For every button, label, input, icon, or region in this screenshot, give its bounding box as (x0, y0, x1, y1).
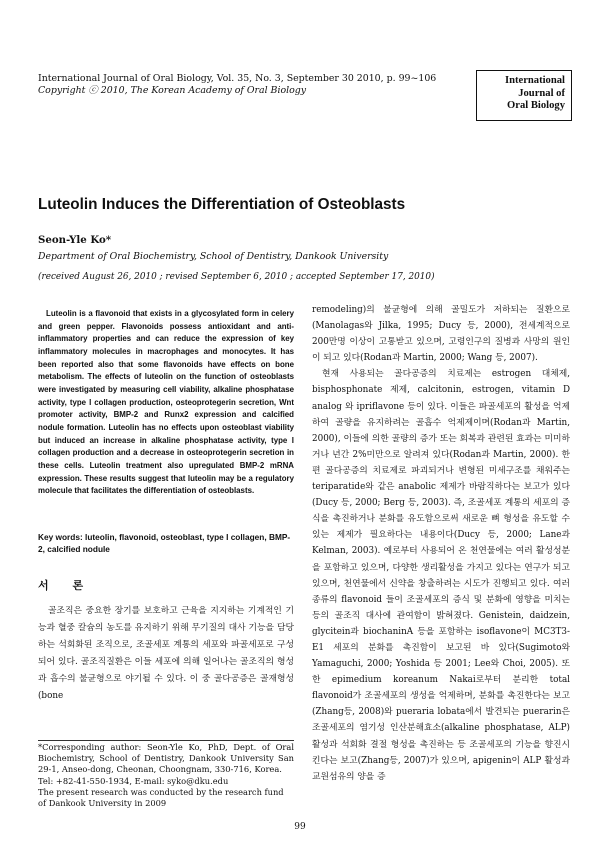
author-affiliation: Department of Oral Biochemistry, School of Dentistry, Dankook University (38, 251, 389, 262)
funding-note: The present research was conducted by the research fund of Dankook University in 2009 (38, 786, 284, 809)
contact-line: Tel: +82-41-550-1934, E-mail: syko@dku.edu (38, 775, 229, 786)
body-paragraph: 현재 사용되는 골다공증의 치료제는 estrogen 대체제, bisphosphonate 제제, calcitonin, estrogen, vitamin D analog 와 ipriflavone 등이 있다. 이들은 파골세포의 활성을 억제하여 골량을 유지하려는 골흡수 억제제이며(Rodan과 Martin, 2000), 이들에 의한 골량의 증가 또는 회복과 관련된 효과는 미미하거나 년간 2%미만으로 알려져 있다(Rodan과 Martin, 2000). 한편 골다공증의 치료제로 파괴되거나 변형된 미세구조를 채워주는 teriparatide와 같은 anabolic 제제가 바람직하다는 보고가 있다(Ducy 등, 2000; Berg 등, 2003). 즉, 조골세포 계통의 세포의 증식을 촉진하거나 분화를 유도함으로써 새로운 뼈 형성을 유도할 수 있는 제제가 필요하다는 내용이다(Ducy 등, 2000; Lane과 Kelman, 2003). 예로부터 사용되어 온 천연물에는 여러 활성성분을 포함하고 있으며, 다양한 생리활성을 가지고 있다는 연구가 되고 있으며, 천연물에서 신약을 창출하려는 시도가 진행되고 있다. 여러 종류의 flavonoid 들이 조골세포의 증식 및 분화에 영향을 미치는 등의 골조직 대사에 관여함이 밝혀졌다. Genistein, daidzein, glycitein과 biochaninA 등을 포함하는 isoflavone이 MC3T3-E1 세포의 분화를 촉진함이 보고된 바 있다(Sugimoto와 Yamaguchi, 2000; Yoshida 등 2001; Lee와 Choi, 2005). 또한 epimedium koreanum Nakai로부터 분리한 total flavonoid가 조골세포의 생성을 억제하며, 분화를 촉진한다는 보고(Zhang등, 2008)와 pueraria lobata에서 발견되는 puerarin은 조골세포의 염기성 인산분해효소(alkaline phosphatase, ALP) 활성과 석회화 결절 형성을 촉진하는 등 조골세포의 기능을 향진시킨다는 보고(Zhang등, 2007)가 있으며, apigenin이 ALP 활성과 교원섬유의 양을 증 (312, 369, 570, 782)
author-name: Seon-Yle Ko* (38, 234, 112, 246)
journal-line: International Journal of Oral Biology, Vol. 35, No. 3, September 30 2010, p. 99~106 (38, 73, 437, 84)
corresponding-author-note: *Corresponding author: Seon-Yle Ko, PhD, Dept. of Oral Biochemistry, School of Dentistry, Dankook University San 29-1, Anseo-dong, Cheonan, Choongnam, 330-716, Korea. (38, 742, 294, 775)
footnote-divider (38, 740, 294, 741)
right-column-body (312, 302, 570, 785)
journal-citation (38, 73, 436, 97)
page-number: 99 (294, 822, 306, 832)
introduction-paragraph: 골조직은 중요한 장기를 보호하고 근육을 지지하는 기계적인 기능과 혈중 칼슘의 농도를 유지하기 위해 무기질의 대사 기능을 담당하는 석회화된 조직으로, 조골세포 계통의 세포와 파골세포로 구성되어 있다. 골조직질환은 이들 세포에 의해 일어나는 골조직의 형성과 흡수의 불균형으로 야기될 수 있다. 이 중 골다공증은 골재형성(bone (38, 606, 294, 701)
body-paragraph: remodeling)의 불균형에 의해 골밀도가 저하되는 질환으로(Manolagas와 Jilka, 1995; Ducy 등, 2000), 전세계적으로 200만명 이상이 고통받고 있으며, 고령인구의 질병과 사망의 원인이 되고 있다(Rodan과 Martin, 2000; Wang 등, 2007). (312, 305, 570, 364)
submission-dates: (received August 26, 2010 ; revised September 6, 2010 ; accepted September 17, 2010) (38, 272, 435, 282)
journal-box-line-1: International (504, 75, 565, 86)
journal-box-line-3: Oral Biology (507, 100, 565, 111)
article-title: Luteolin Induces the Differentiation of Osteoblasts (38, 196, 406, 213)
footnote (38, 742, 294, 809)
copyright-line: Copyright ⓒ 2010, The Korean Academy of Oral Biology (38, 85, 307, 96)
keywords: Key words: luteolin, flavonoid, osteoblast, type I collagen, BMP-2, calcified nodule (38, 532, 291, 555)
abstract: Luteolin is a flavonoid that exists in a glycosylated form in celery and green pepper. Flavonoids possess antioxidant and anti-inflammatory properties and can reduce the expression of key inflammatory molecules in macrophages and monocytes. It has been reported also that some flavonoids have effects on bone metabolism. The effects of luteolin on the function of osteoblasts were investigated by measuring cell viability, alkaline phosphatase activity, type I collagen production, osteoprotegerin secretion, Wnt promoter activity, BMP-2 and Runx2 expression and calcified nodule formation. Luteolin has no effects upon osteoblast viability but induced an increase in alkaline phosphatase activity, type I collagen production and a decrease in osteoprotegerin secretion in these cells. Luteolin treatment also upregulated BMP-2 mRNA expression. These results suggest that luteolin may be a regulatory molecule that facilitates the differentiation of osteoblasts. (38, 309, 294, 496)
journal-name-box (476, 70, 572, 121)
journal-box-line-2: Journal of (518, 87, 565, 99)
section-heading-introduction: 서 론 (38, 579, 94, 592)
